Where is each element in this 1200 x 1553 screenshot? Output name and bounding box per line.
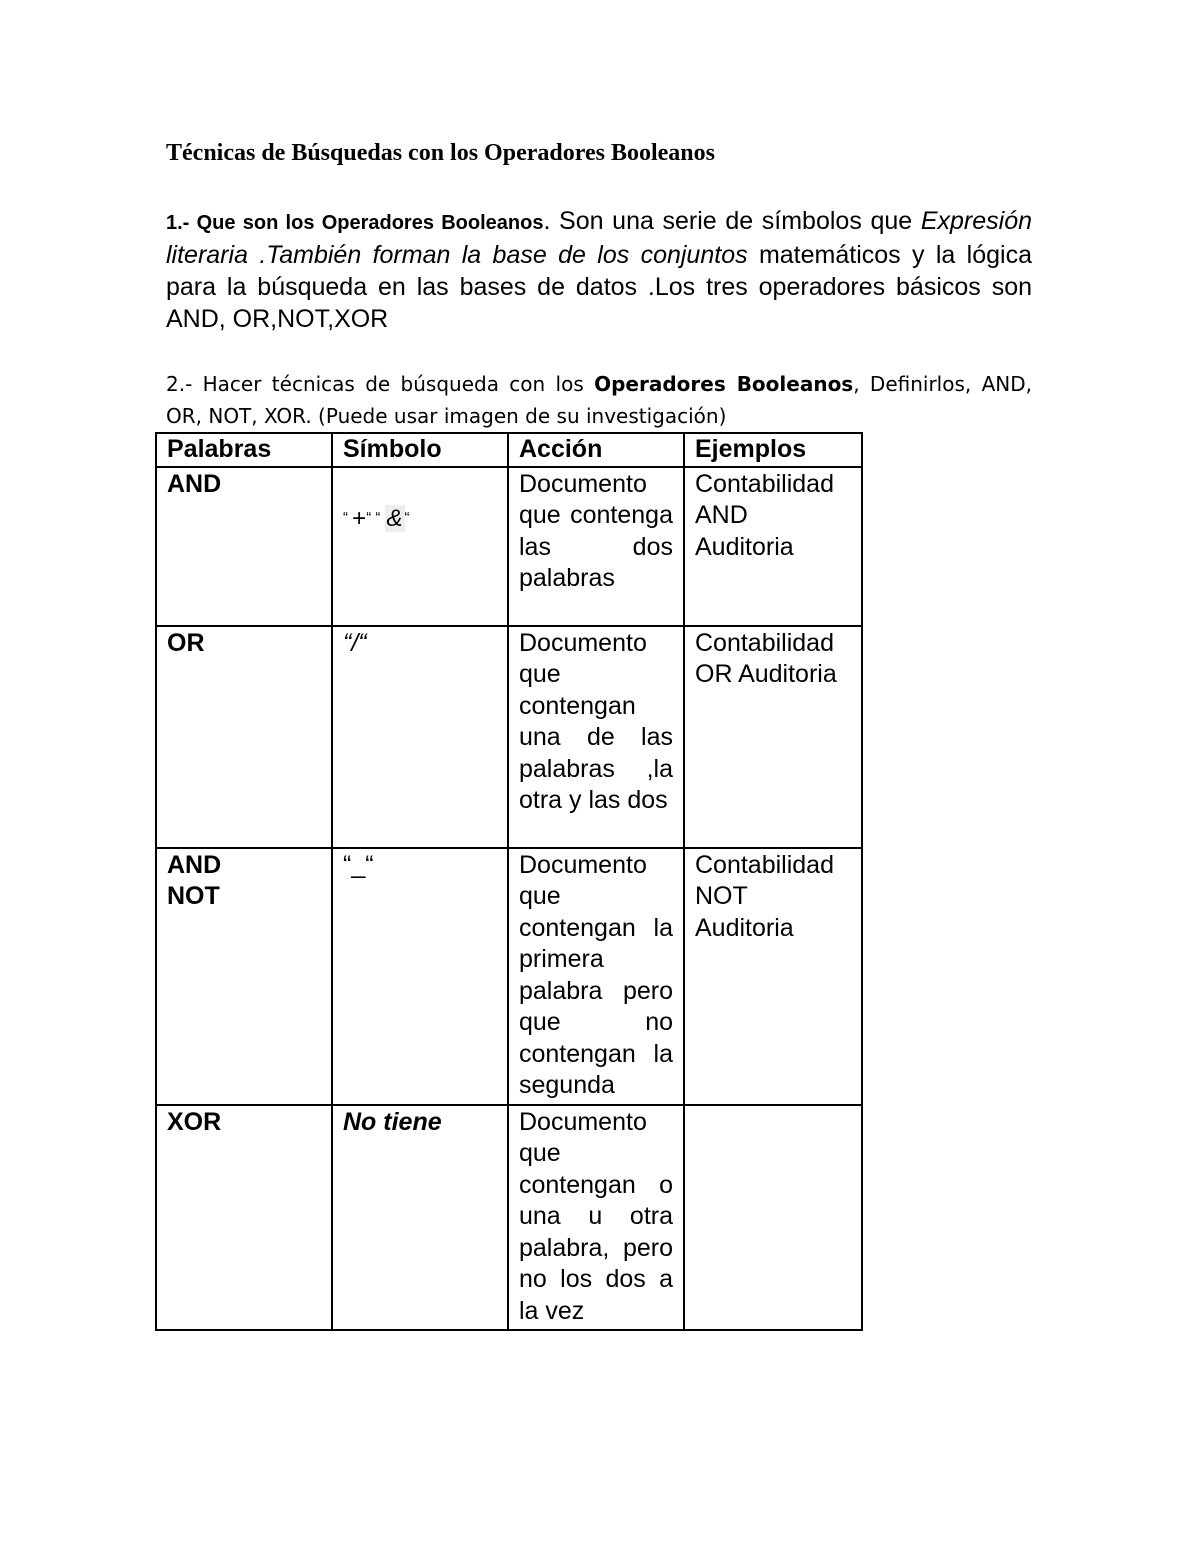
question-2-text-b: , Definirlos, AND, OR, NOT, XOR. (Puede usar imagen de su investigación) [166, 372, 1032, 428]
row-xor-symbol: No tiene [332, 1105, 508, 1331]
row-and-example: Contabilidad AND Auditoria [684, 467, 862, 626]
header-accion: Acción [508, 433, 684, 467]
question-2-paragraph [166, 368, 1032, 432]
row-xor-example [684, 1105, 862, 1331]
boolean-operators-table [155, 432, 863, 1331]
row-and-not-action: Documento que contengan la primera palabra pero que no contengan la segunda [508, 848, 684, 1105]
header-palabras: Palabras [156, 433, 332, 467]
row-or-symbol: “/“ [332, 626, 508, 848]
row-and-not-example: Contabilidad NOT Auditoria [684, 848, 862, 1105]
document-title: Técnicas de Búsquedas con los Operadores Booleanos [166, 140, 715, 166]
row-and-not-word: AND NOT [156, 848, 332, 1105]
table-header-row [156, 433, 862, 467]
row-and-not-symbol: “_“ [332, 848, 508, 1105]
table-row [156, 1105, 862, 1331]
row-or-action: Documento que contengan una de las palabras ,la otra y las dos [508, 626, 684, 848]
row-and-action: Documento que contenga las dos palabras [508, 467, 684, 626]
question-1-text-a: . Son una serie de símbolos que [543, 207, 921, 235]
row-or-word: OR [156, 626, 332, 848]
question-1-paragraph [166, 205, 1032, 335]
row-and-symbol: “ +“ “ & “ [332, 467, 508, 626]
header-simbolo: Símbolo [332, 433, 508, 467]
row-or-example: Contabilidad OR Auditoria [684, 626, 862, 848]
question-2-text-a: 2.- Hacer técnicas de búsqueda con los [166, 372, 595, 396]
table-row [156, 467, 862, 626]
row-xor-word: XOR [156, 1105, 332, 1331]
table-row [156, 626, 862, 848]
question-1-italic: Expresión literaria .También forman la base de los conjuntos [166, 207, 1032, 269]
row-and-word: AND [156, 467, 332, 626]
row-xor-action: Documento que contengan o una u otra palabra, pero no los dos a la vez [508, 1105, 684, 1331]
header-ejemplos: Ejemplos [684, 433, 862, 467]
table-row [156, 848, 862, 1105]
question-1-lead: 1.- Que son los Operadores Booleanos [166, 212, 544, 234]
question-2-bold: Operadores Booleanos [594, 372, 854, 396]
question-1-text-b: matemáticos y la lógica para la búsqueda en las bases de datos .Los tres operadores básicos son AND, OR,NOT,XOR [166, 241, 1032, 333]
